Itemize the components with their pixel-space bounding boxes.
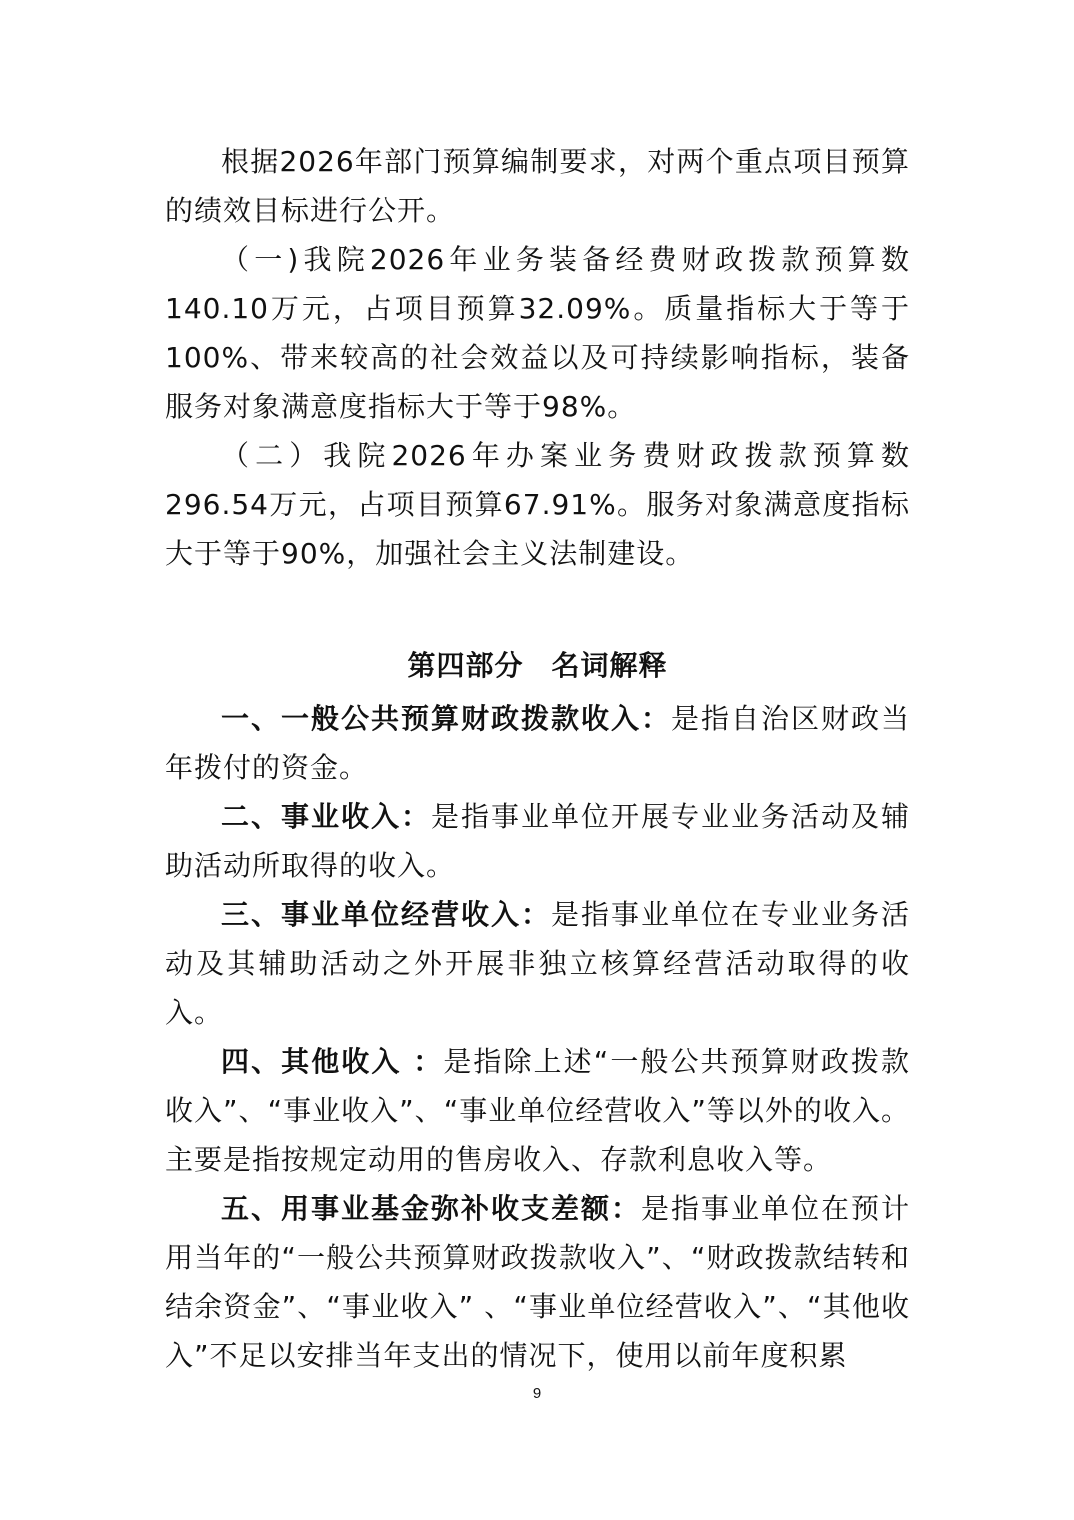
section-title: 名词解释 (551, 649, 668, 682)
glossary-entry (165, 1184, 910, 1380)
page-number: 9 (532, 1385, 542, 1402)
glossary-entry (165, 792, 910, 890)
intro-section (165, 137, 910, 578)
glossary-section (165, 694, 910, 1380)
glossary-term: 一、一般公共预算财政拨款收入： (221, 702, 671, 735)
section-heading (165, 644, 910, 688)
glossary-definition: 是指事业单位在专业业务活动及其辅助活动之外开展非独立核算经营活动取得的收入。 (165, 898, 910, 1029)
section-part-label: 第四部分 (407, 649, 524, 682)
project-two-paragraph: （二）我院2026年办案业务费财政拨款预算数296.54万元，占项目预算67.91%。服务对象满意度指标大于等于90%，加强社会主义法制建设。 (165, 439, 910, 570)
glossary-entry (165, 890, 910, 1037)
intro-paragraph: 根据2026年部门预算编制要求，对两个重点项目预算的绩效目标进行公开。 (165, 145, 910, 227)
project-one-paragraph: （一)我院2026年业务装备经费财政拨款预算数140.10万元，占项目预算32.09%。质量指标大于等于100%、带来较高的社会效益以及可持续影响指标，装备服务对象满意度指标大于等于98%。 (165, 243, 910, 423)
glossary-term: 二、事业收入： (221, 800, 431, 833)
glossary-term: 五、用事业基金弥补收支差额： (221, 1192, 641, 1225)
glossary-definition: 是指自治区财政当年拨付的资金。 (165, 702, 910, 784)
glossary-definition: 是指事业单位在预计用当年的“一般公共预算财政拨款收入”、“财政拨款结转和结余资金”、“事业收入” 、“事业单位经营收入”、“其他收入”不足以安排当年支出的情况下，使用以前年度积累 (165, 1192, 910, 1372)
glossary-definition: 是指事业单位开展专业业务活动及辅助活动所取得的收入。 (165, 800, 910, 882)
glossary-term: 三、事业单位经营收入： (221, 898, 551, 931)
glossary-entry (165, 694, 910, 792)
glossary-definition: 是指除上述“一般公共预算财政拨款收入”、“事业收入”、“事业单位经营收入”等以外的收入。主要是指按规定动用的售房收入、存款利息收入等。 (165, 1045, 910, 1176)
glossary-entry (165, 1037, 910, 1184)
glossary-term: 四、其他收入 ： (221, 1045, 444, 1078)
